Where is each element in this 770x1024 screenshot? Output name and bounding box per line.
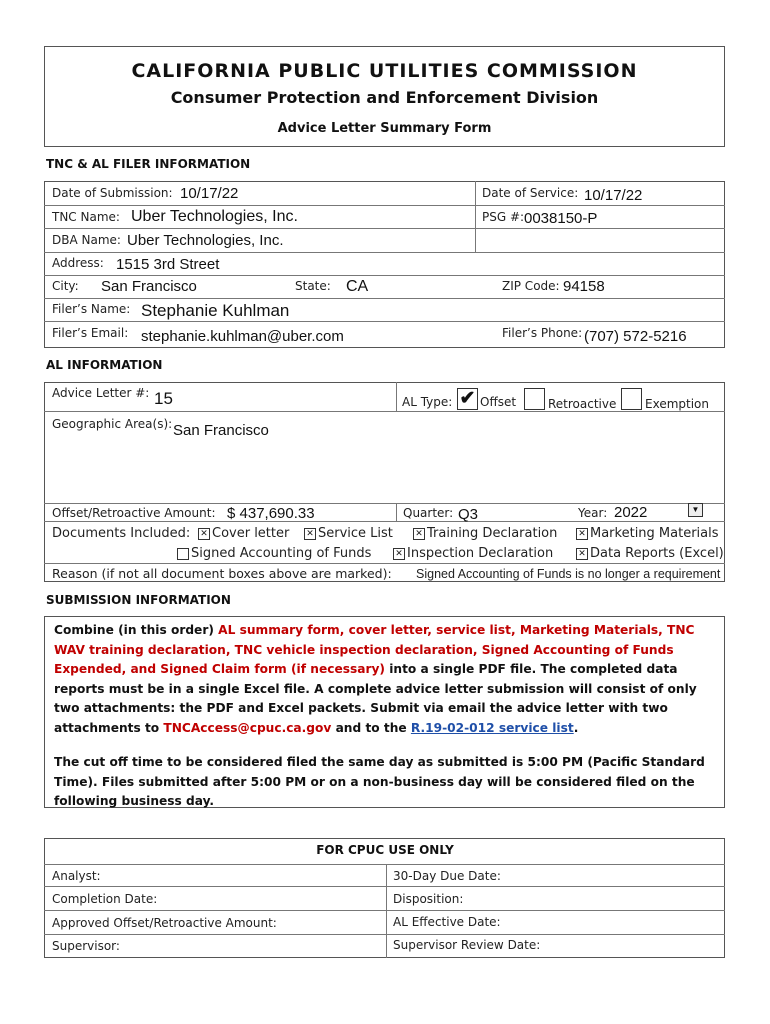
doc-data-reports[interactable] — [576, 546, 724, 561]
supervisor-field[interactable]: Supervisor: — [52, 939, 120, 953]
quarter-label: Quarter: — [403, 506, 454, 520]
year-field[interactable]: 2022 — [614, 504, 648, 521]
filer-name-label: Filer’s Name: — [52, 302, 131, 316]
doc-marketing[interactable] — [576, 526, 719, 541]
page-title: CALIFORNIA PUBLIC UTILITIES COMMISSION — [131, 60, 638, 82]
doc-inspection-label: Inspection Declaration — [407, 546, 554, 561]
submission-instructions — [54, 621, 714, 738]
doc-cover-letter-label: Cover letter — [212, 526, 290, 541]
offset-label: Offset — [480, 395, 517, 409]
date-service-field[interactable]: 10/17/22 — [584, 187, 643, 204]
tnc-name-label: TNC Name: — [52, 210, 120, 224]
state-field[interactable]: CA — [346, 278, 369, 295]
al-section-title: AL INFORMATION — [46, 358, 163, 372]
year-dropdown-icon[interactable]: ▼ — [688, 503, 703, 517]
quarter-field[interactable]: Q3 — [458, 506, 479, 523]
psg-label: PSG #: — [482, 210, 525, 224]
doc-service-list[interactable] — [304, 526, 393, 541]
doc-data-reports-label: Data Reports (Excel) — [590, 546, 724, 561]
doc-cover-letter[interactable] — [198, 526, 289, 541]
exemption-label: Exemption — [645, 397, 709, 411]
retroactive-label: Retroactive — [548, 397, 617, 411]
address-field[interactable]: 1515 3rd Street — [116, 256, 220, 273]
doc-service-list-label: Service List — [318, 526, 393, 541]
filer-phone-field[interactable]: (707) 572-5216 — [584, 328, 687, 345]
dba-field[interactable]: Uber Technologies, Inc. — [127, 232, 284, 249]
amount-field[interactable]: $ 437,690.33 — [227, 505, 315, 522]
checked-x-icon: ✕ — [576, 548, 588, 560]
checked-x-icon: ✕ — [576, 528, 588, 540]
effective-date-field[interactable]: AL Effective Date: — [393, 915, 501, 929]
completion-date-field[interactable]: Completion Date: — [52, 892, 158, 906]
address-label: Address: — [52, 256, 104, 270]
form-name: Advice Letter Summary Form — [277, 121, 492, 136]
submission-section-title: SUBMISSION INFORMATION — [46, 593, 231, 607]
state-label: State: — [295, 279, 331, 293]
psg-field[interactable]: 0038150-P — [524, 210, 598, 227]
doc-signed-accounting-label: Signed Accounting of Funds — [191, 546, 372, 561]
advice-letter-label: Advice Letter #: — [52, 386, 150, 400]
offset-checkbox[interactable]: ✔ — [457, 388, 478, 410]
retroactive-checkbox[interactable] — [524, 388, 545, 410]
instructions-required-docs: AL summary form, cover letter, service list, Marketing Materials, TNC WAV training declaration, TNC vehicle inspection declaration, Signed Accounting of Funds Expended, and Signed Claim form (if necessary) — [54, 623, 695, 676]
instructions-text-3: and to the — [331, 720, 411, 735]
filer-email-label: Filer’s Email: — [52, 326, 129, 340]
checked-x-icon: ✕ — [304, 528, 316, 540]
checked-x-icon: ✕ — [198, 528, 210, 540]
approved-amount-field[interactable]: Approved Offset/Retroactive Amount: — [52, 916, 277, 930]
tnc-access-email-link[interactable]: TNCAccess@cpuc.ca.gov — [163, 720, 332, 735]
header-box — [44, 46, 725, 147]
geo-label: Geographic Area(s): — [52, 417, 173, 431]
advice-letter-field[interactable]: 15 — [154, 389, 173, 408]
filer-phone-label: Filer’s Phone: — [502, 326, 583, 340]
doc-training[interactable] — [413, 526, 557, 541]
zip-label: ZIP Code: — [502, 279, 560, 293]
reason-field[interactable]: Signed Accounting of Funds is no longer a requirement — [416, 567, 721, 581]
reason-label: Reason (if not all document boxes above are marked): — [52, 566, 392, 581]
instructions-text-4: . — [573, 720, 579, 735]
doc-marketing-label: Marketing Materials — [590, 526, 719, 541]
doc-training-label: Training Declaration — [427, 526, 558, 541]
page-subtitle: Consumer Protection and Enforcement Division — [170, 88, 599, 107]
disposition-field[interactable]: Disposition: — [393, 892, 464, 906]
tnc-name-field[interactable]: Uber Technologies, Inc. — [131, 208, 298, 225]
filer-section-title: TNC & AL FILER INFORMATION — [46, 157, 251, 171]
checked-x-icon: ✕ — [413, 528, 425, 540]
date-service-label: Date of Service: — [482, 186, 579, 200]
checked-x-icon: ✕ — [393, 548, 405, 560]
exemption-checkbox[interactable] — [621, 388, 642, 410]
filer-email-field[interactable]: stephanie.kuhlman@uber.com — [141, 328, 344, 345]
service-list-link[interactable]: R.19-02-012 service list — [410, 720, 574, 735]
city-label: City: — [52, 279, 79, 293]
empty-box-icon — [177, 548, 189, 560]
al-type-label: AL Type: — [402, 395, 453, 409]
supervisor-review-field[interactable]: Supervisor Review Date: — [393, 938, 541, 952]
filer-name-field[interactable]: Stephanie Kuhlman — [141, 301, 290, 320]
date-submission-label: Date of Submission: — [52, 186, 173, 200]
year-label: Year: — [578, 506, 608, 520]
date-submission-field[interactable]: 10/17/22 — [180, 185, 239, 202]
docs-label: Documents Included: — [52, 526, 191, 541]
instructions-text-2: into a single PDF file. The completed data reports must be in a single Excel file. A complete advice letter submission will consist of only two attachments: the PDF and Excel packets. Submit via email the advice letter with two attachments to — [54, 662, 697, 735]
cpuc-use-title: FOR CPUC USE ONLY — [316, 843, 454, 857]
geo-field[interactable]: San Francisco — [173, 422, 269, 439]
doc-inspection[interactable] — [393, 546, 553, 561]
instructions-text-1: Combine (in this order) — [54, 623, 219, 637]
cutoff-notice: The cut off time to be considered filed the same day as submitted is 5:00 PM (Pacific Standard Time). Files submitted after 5:00 PM or on a non-business day will be considered filed on the following business day. — [54, 755, 705, 808]
dba-label: DBA Name: — [52, 233, 121, 247]
amount-label: Offset/Retroactive Amount: — [52, 506, 216, 520]
city-field[interactable]: San Francisco — [101, 278, 197, 295]
due-date-field[interactable]: 30-Day Due Date: — [393, 869, 501, 883]
doc-signed-accounting[interactable] — [177, 546, 371, 561]
analyst-field[interactable]: Analyst: — [52, 869, 101, 883]
zip-field[interactable]: 94158 — [563, 278, 605, 295]
